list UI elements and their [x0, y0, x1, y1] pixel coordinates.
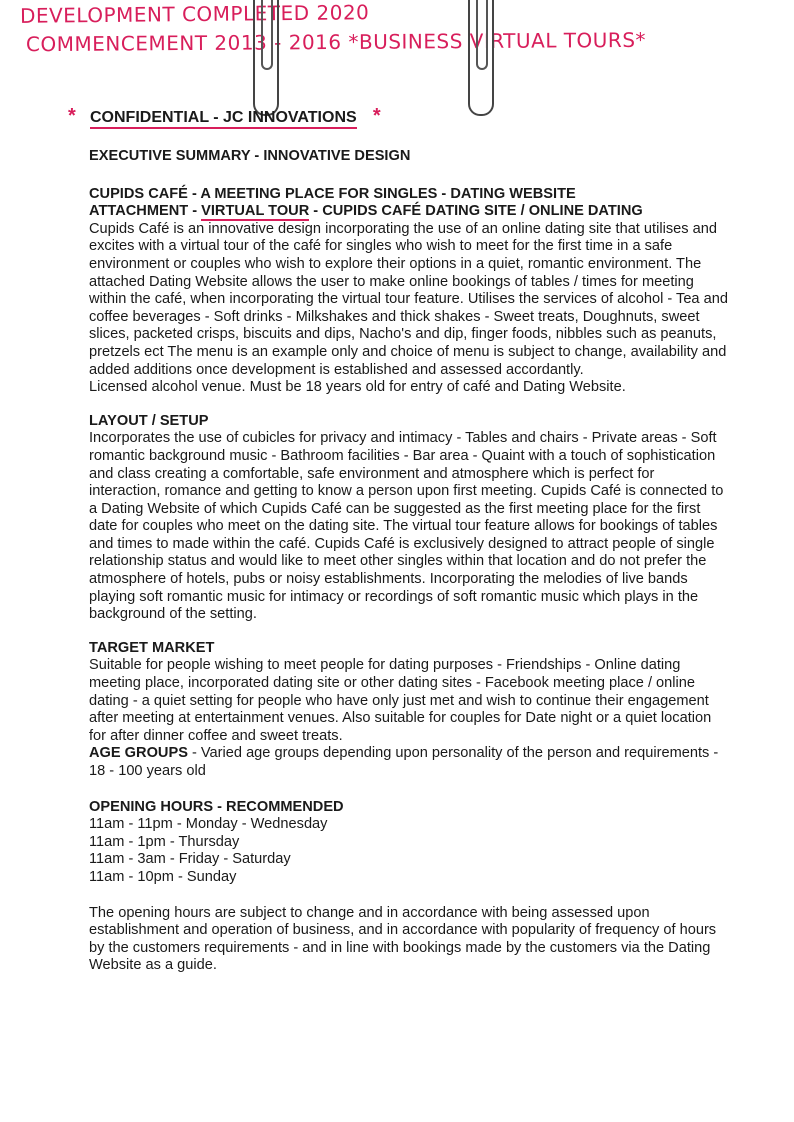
hours-row: 11am - 1pm - Thursday [89, 833, 240, 850]
summary-paragraph: Cupids Café is an innovative design incorporating the use of an online dating site that utilises and excites with a virtual tour of the café for singles who wish to meet for the first time in a safe environment or couples who wish to explore their options in a quiet, romantic environment. The attached Dating Website allows the user to make online bookings of tables / times for meeting within the café, when incorporating the virtual tour feature. Utilises the services of alcohol - Tea and coffee beverages - Soft drinks - Milkshakes and thick shakes - Sweet treats, Doughnuts, sweet slices, packeted crisps, biscuits and dips, Nacho's and dip, finger foods, nibbles such as peanuts, pretzels ect The menu is an example only and choice of menu is subject to change, availability and added additions once development is established and assessed accordantly. [89, 220, 728, 378]
paperclip-icon [468, 0, 494, 116]
attachment-prefix: ATTACHMENT - [89, 203, 202, 220]
layout-setup-paragraph: Incorporates the use of cubicles for privacy and intimacy - Tables and chairs - Private areas - Soft romantic background music - Bathroom facilities - Bar area - Quaint with a touch of sophistication and class creating a comfortable, safe environment and atmosphere which is perfect for interaction, romance and getting to know a person upon first meeting. Cupids Café is connected to a Dating Website of which Cupids Café can be suggested as the first meeting place for the first date for couples who meet on the dating site. The virtual tour feature allows for bookings of tables and times to made within the café. Cupids Café is exclusively designed to attract people of single relationship status and would like to meet other singles within that location and do not prefer the atmosphere of hotels, pubs or noisy establishments. Incorporating the melodies of live bands playing soft romantic music for intimacy or recordings of soft romantic music which plays in the background of the setting. [89, 430, 724, 623]
cupids-cafe-heading: CUPIDS CAFÉ - A MEETING PLACE FOR SINGLES - DATING WEBSITE [89, 185, 576, 202]
virtual-tour-highlight: VIRTUAL TOUR [201, 203, 310, 220]
license-note: Licensed alcohol venue. Must be 18 years old for entry of café and Dating Website. [89, 379, 626, 396]
opening-hours-note: The opening hours are subject to change and in accordance with being assessed upon establishment and operation of business, and in accordance with popularity of frequency of hours by the customers requirements - and in line with bookings made by the customers via the Dating Website as a guide. [89, 904, 717, 974]
document-body [89, 148, 729, 975]
hours-row: 11am - 11pm - Monday - Wednesday [89, 816, 328, 833]
handwritten-note-commencement: COMMENCEMENT 2013 - 2016 *BUSINESS VIRTUAL TOURS* [25, 27, 647, 57]
target-market-paragraph: Suitable for people wishing to meet people for dating purposes - Friendships - Online dating meeting place, incorporated dating site or other dating sites - Facebook meeting place / online dating - a quiet setting for people who have only just met and wish to continue their engagement after meeting at entertainment venues. Also suitable for couples for Date night or a quiet location for after dinner coffee and sweet treats. [89, 657, 712, 744]
paperclip-icon [253, 0, 279, 116]
hours-row: 11am - 10pm - Sunday [89, 868, 237, 885]
opening-hours-title: OPENING HOURS - RECOMMENDED [89, 798, 344, 815]
asterisk-mark: * [372, 105, 381, 127]
confidential-label: CONFIDENTIAL - JC INNOVATIONS [90, 109, 357, 129]
target-market-title: TARGET MARKET [89, 639, 215, 656]
hours-row: 11am - 3am - Friday - Saturday [89, 851, 291, 868]
age-groups-label: AGE GROUPS [89, 745, 188, 762]
asterisk-mark: * [68, 105, 76, 127]
confidential-heading [68, 105, 381, 127]
layout-setup-title: LAYOUT / SETUP [89, 412, 209, 429]
attachment-heading [89, 203, 729, 221]
age-groups-paragraph [89, 745, 729, 780]
handwritten-note-development: DEVELOPMENT COMPLETED 2020 [19, 0, 370, 28]
attachment-suffix: - CUPIDS CAFÉ DATING SITE / ONLINE DATING [309, 203, 643, 220]
age-groups-text: - Varied age groups depending upon personality of the person and requirements - 18 - 100 years old [89, 745, 719, 779]
executive-summary-title: EXECUTIVE SUMMARY - INNOVATIVE DESIGN [89, 148, 411, 164]
